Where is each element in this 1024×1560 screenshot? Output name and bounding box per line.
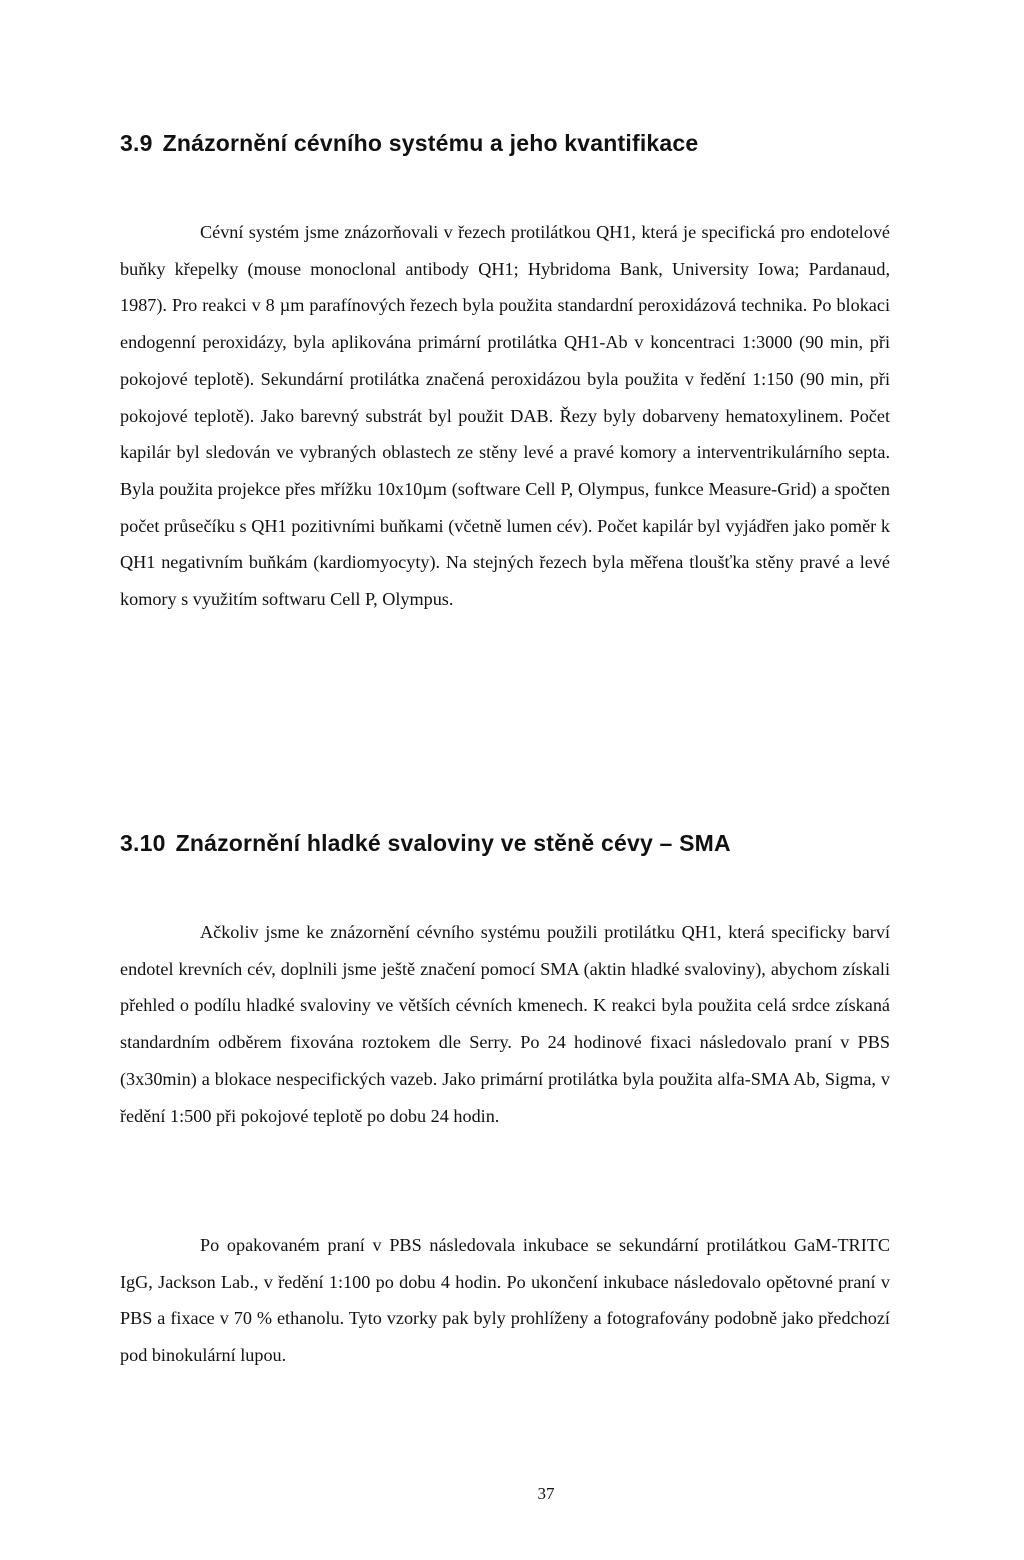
section-heading	[120, 130, 698, 157]
section-number: 3.10	[120, 830, 166, 856]
body-paragraph: Cévní systém jsme znázorňovali v řezech protilátkou QH1, která je specifická pro endotelové buňky křepelky (mouse monoclonal antibody QH1; Hybridoma Bank, University Iowa; Pardanaud, 1987). Pro reakci v 8 µm parafínových řezech byla použita standardní peroxidázová technika. Po blokaci endogenní peroxidázy, byla aplikována primární protilátka QH1-Ab v koncentraci 1:3000 (90 min, při pokojové teplotě). Sekundární protilátka značená peroxidázou byla použita v ředění 1:150 (90 min, při pokojové teplotě). Jako barevný substrát byl použit DAB. Řezy byly dobarveny hematoxylinem. Počet kapilár byl sledován ve vybraných oblastech ze stěny levé a pravé komory a interventrikulárního septa. Byla použita projekce přes mřížku 10x10µm (software Cell P, Olympus, funkce Measure-Grid) a spočten počet průsečíku s QH1 pozitivními buňkami (včetně lumen cév). Počet kapilár byl vyjádřen jako poměr k QH1 negativním buňkám (kardiomyocyty). Na stejných řezech byla měřena tloušťka stěny pravé a levé komory s využitím softwaru Cell P, Olympus.	[120, 222, 890, 610]
body-paragraph: Po opakovaném praní v PBS následovala inkubace se sekundární protilátkou GaM-TRITC IgG, Jackson Lab., v ředění 1:100 po dobu 4 hodin. Po ukončení inkubace následovalo opětovné praní v PBS a fixace v 70 % ethanolu. Tyto vzorky pak byly prohlíženy a fotografovány podobně jako předchozí pod binokulární lupou.	[120, 1235, 890, 1366]
section-number: 3.9	[120, 130, 153, 156]
page-number: 37	[537, 1484, 555, 1503]
section-title: Znázornění hladké svaloviny ve stěně cévy – SMA	[175, 830, 731, 856]
section-heading	[120, 830, 731, 857]
section-title: Znázornění cévního systému a jeho kvantifikace	[162, 130, 699, 156]
body-paragraph: Ačkoliv jsme ke znázornění cévního systému použili protilátku QH1, která specificky barví endotel krevních cév, doplnili jsme ještě značení pomocí SMA (aktin hladké svaloviny), abychom získali přehled o podílu hladké svaloviny ve větších cévních kmenech. K reakci byla použita celá srdce získaná standardním odběrem fixována roztokem dle Serry. Po 24 hodinové fixaci následovalo praní v PBS (3x30min) a blokace nespecifických vazeb. Jako primární protilátka byla použita alfa-SMA Ab, Sigma, v ředění 1:500 při pokojové teplotě po dobu 24 hodin.	[120, 922, 890, 1126]
